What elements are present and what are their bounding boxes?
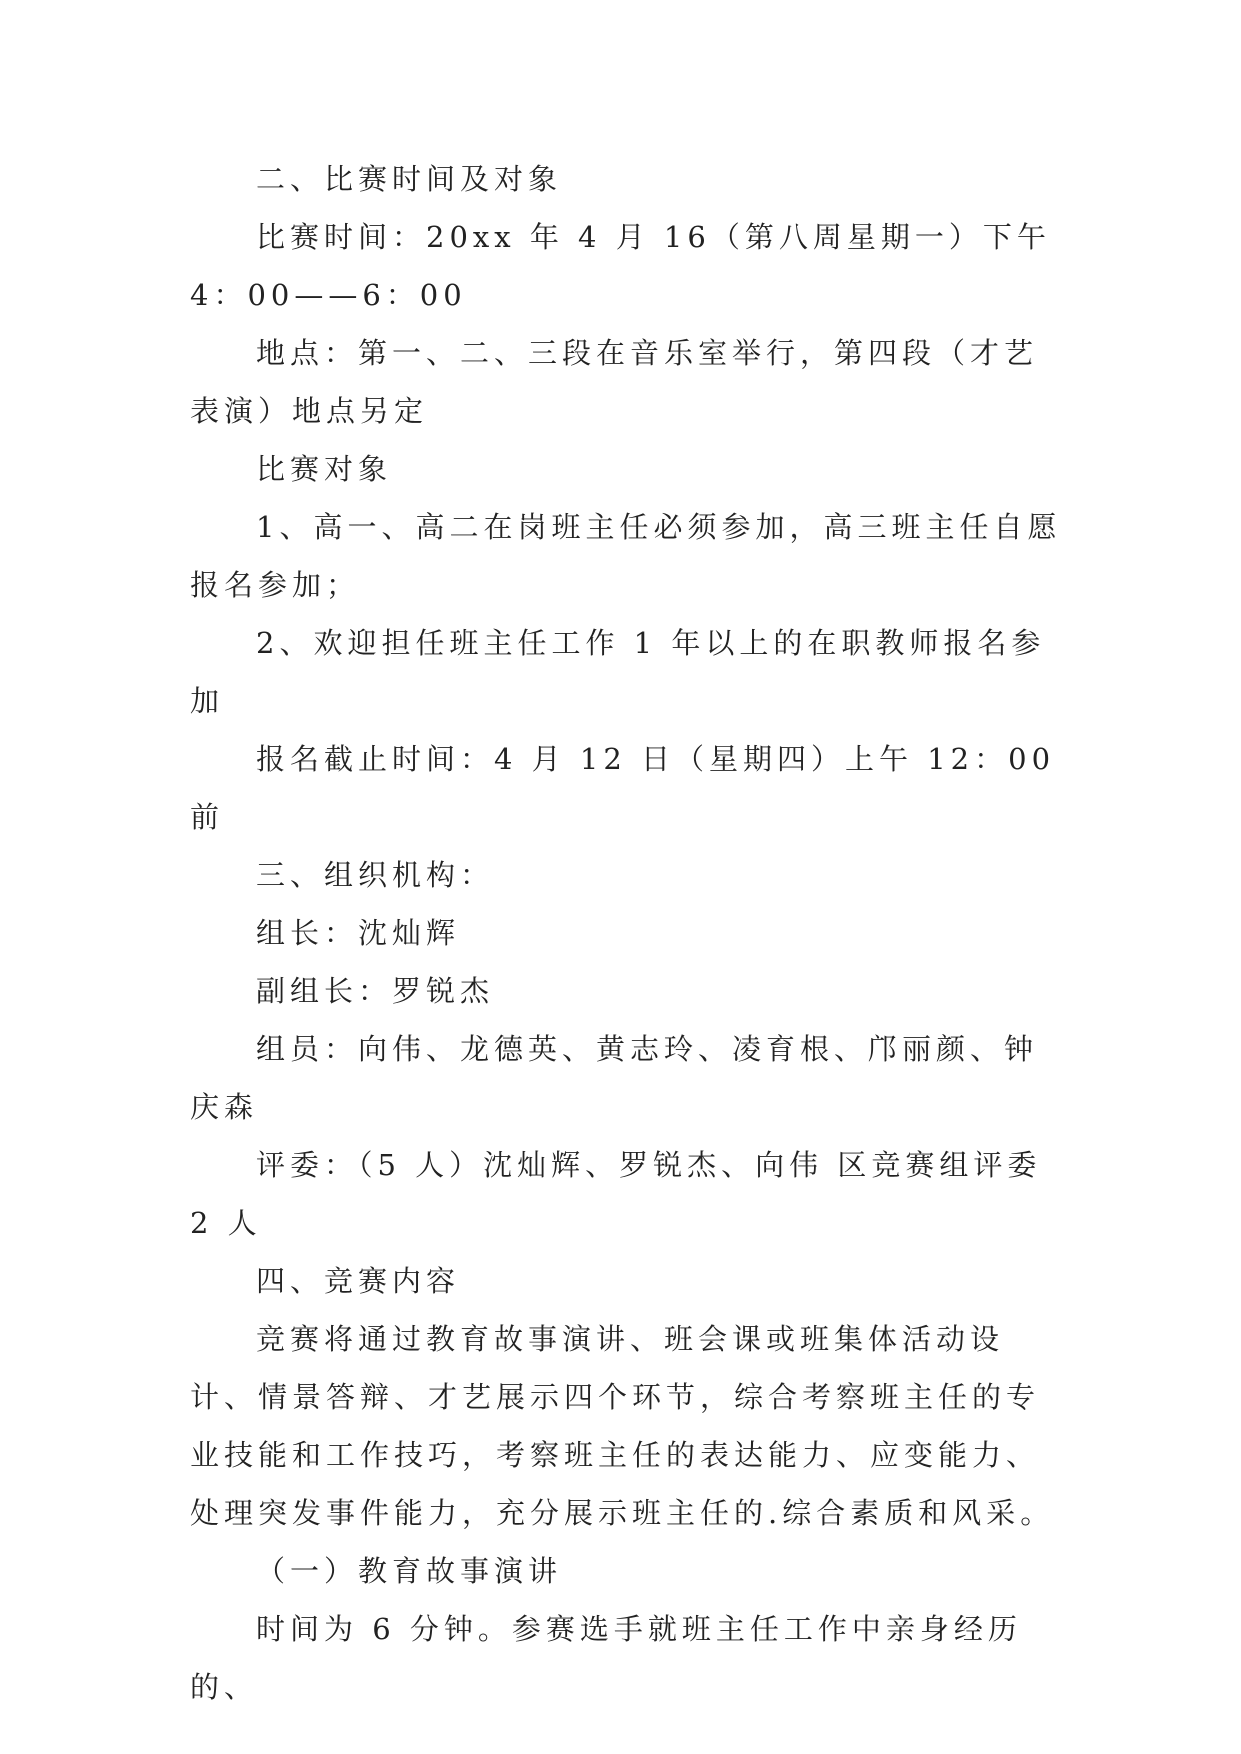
participants-heading: 比赛对象 [256,452,393,486]
section-heading-time-and-participants: 二、比赛时间及对象 [256,162,563,196]
story-speech-description: 时间为 6 分钟。参赛选手就班主任工作中亲身经历的、 [190,1612,1022,1704]
deputy-group-leader: 副组长：罗锐杰 [256,974,495,1008]
section-heading-organization: 三、组织机构： [256,858,495,892]
competition-time: 比赛时间：20xx 年 4 月 16（第八周星期一）下午 4：00——6：00 [190,220,1051,312]
participants-item-2: 2、欢迎担任班主任工作 1 年以上的在职教师报名参加 [190,626,1046,718]
registration-deadline: 报名截止时间：4 月 12 日（星期四）上午 12：00 前 [190,742,1056,834]
group-members: 组员：向伟、龙德英、黄志玲、凌育根、邝丽颜、钟庆森 [190,1032,1039,1124]
judges: 评委：（5 人）沈灿辉、罗锐杰、向伟 区竞赛组评委 2 人 [190,1148,1042,1240]
subsection-heading-story-speech: （一）教育故事演讲 [256,1554,563,1588]
section-heading-content: 四、竞赛内容 [256,1264,461,1298]
document-page [190,150,1070,1716]
group-leader: 组长：沈灿辉 [256,916,461,950]
participants-item-1: 1、高一、高二在岗班主任必须参加，高三班主任自愿报名参加； [190,510,1062,602]
competition-location: 地点：第一、二、三段在音乐室举行，第四段（才艺表演）地点另定 [190,336,1039,428]
content-description: 竞赛将通过教育故事演讲、班会课或班集体活动设计、情景答辩、才艺展示四个环节，综合考察班主任的专业技能和工作技巧，考察班主任的表达能力、应变能力、处理突发事件能力，充分展示班主任的.综合素质和风采。 [190,1322,1055,1530]
